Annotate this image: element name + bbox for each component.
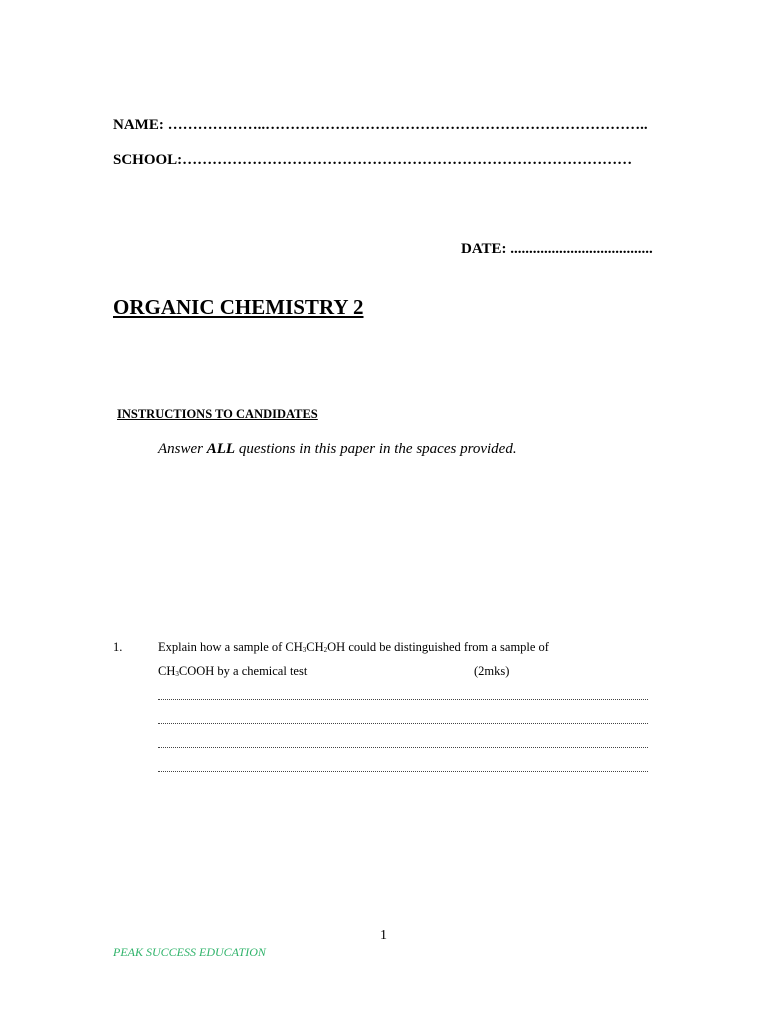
q-text-part: COOH by a chemical test [178,664,308,678]
instructions-prefix: Answer [158,441,207,457]
q-text-part: Explain how a sample of CH [158,640,303,654]
question-marks: (2mks) [474,664,510,678]
question-text-line-1 [158,640,549,655]
question-text-line-2 [158,664,307,679]
date-field: DATE: ...................................... [461,241,653,257]
school-field: SCHOOL:……………………………………………………………………………… [113,152,633,168]
footer-organization: PEAK SUCCESS EDUCATION [113,945,266,959]
name-field: NAME: ………………..………………………………………………………………….. [113,117,648,133]
q-subscript: 3 [302,646,307,654]
answer-line[interactable] [158,723,648,724]
answer-line[interactable] [158,747,648,748]
page-number: 1 [380,928,387,943]
q-subscript: 3 [175,670,179,678]
answer-line[interactable] [158,771,648,772]
q-subscript: 2 [323,646,328,654]
answer-line[interactable] [158,699,648,700]
instructions-emphasis: ALL [206,441,236,457]
q-text-part: CH [306,640,324,654]
instructions-text [158,441,517,458]
page-title: ORGANIC CHEMISTRY 2 [113,295,364,319]
q-text-part: CH [158,664,176,678]
question-number: 1. [113,640,123,654]
q-text-part: OH could be distinguished from a sample of [327,640,549,654]
instructions-heading: INSTRUCTIONS TO CANDIDATES [117,407,318,421]
instructions-suffix: questions in this paper in the spaces provided. [235,441,517,457]
